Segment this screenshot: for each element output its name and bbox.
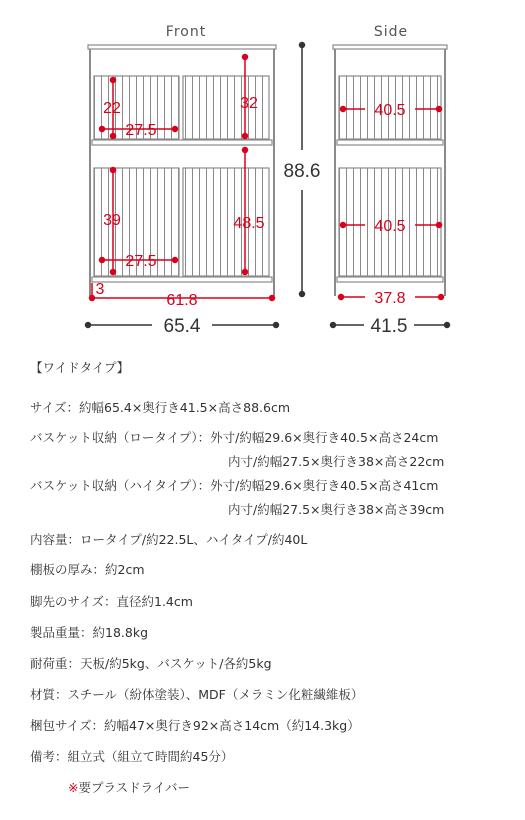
dim-side-low-basket-depth: 40.5 (374, 102, 406, 119)
spec-package: 梱包サイズ：約幅47×奥行き92×高さ14cm（約14.3kg） (30, 718, 360, 733)
front-view-label: Front (165, 24, 207, 40)
spec-weight: 製品重量：約18.8kg (30, 625, 149, 640)
dim-side-high-basket-depth: 40.5 (374, 218, 406, 235)
spec-basket-high: バスケット収納（ハイタイプ）：外寸/約幅29.6×奥行き40.5×高さ41cm (30, 478, 439, 493)
dim-leg-height: 3 (95, 281, 105, 298)
dim-high-basket-outer-height: 48.5 (233, 215, 265, 232)
spec-remarks: 備考：組立式（組立て時間約45分） (30, 749, 234, 764)
dim-low-basket-width: 27.5 (125, 122, 157, 139)
dim-side-inner-depth: 37.8 (374, 290, 406, 307)
spec-basket-low-inner: 内寸/約幅27.5×奥行き38×高さ22cm (228, 454, 445, 469)
side-view-label: Side (373, 24, 409, 40)
note-text: 要プラスドライバー (78, 780, 190, 795)
spec-shelf-thickness: 棚板の厚み：約2cm (30, 562, 145, 577)
side-rack (333, 45, 447, 296)
dim-high-basket-width: 27.5 (125, 253, 157, 270)
dim-high-basket-height: 39 (103, 212, 121, 229)
dim-low-basket-height: 22 (103, 100, 121, 117)
dim-low-basket-outer-height: 32 (240, 95, 258, 112)
dim-inner-width: 61.8 (166, 292, 198, 309)
note-mark: ※ (68, 780, 79, 795)
spec-basket-high-inner: 内寸/約幅27.5×奥行き38×高さ39cm (228, 502, 445, 517)
spec-leg-size: 脚先のサイズ：直径約1.4cm (30, 594, 193, 609)
dimension-diagram (0, 0, 525, 345)
spec-basket-low: バスケット収納（ロータイプ）：外寸/約幅29.6×奥行き40.5×高さ24cm (30, 430, 439, 445)
spec-load: 耐荷重：天板/約5kg、バスケット/各約5kg (30, 656, 272, 671)
dim-total-height: 88.6 (283, 161, 321, 182)
spec-note (68, 778, 190, 796)
spec-material: 材質：スチール（紛体塗装）、MDF（メラミン化粧繊維板） (30, 687, 364, 702)
spec-capacity: 内容量：ロータイプ/約22.5L、ハイタイプ/約40L (30, 532, 308, 547)
spec-size: サイズ：約幅65.4×奥行き41.5×高さ88.6cm (30, 400, 290, 415)
spec-heading: 【ワイドタイプ】 (30, 360, 130, 375)
dim-total-width: 65.4 (163, 316, 201, 337)
dim-total-depth: 41.5 (370, 316, 408, 337)
